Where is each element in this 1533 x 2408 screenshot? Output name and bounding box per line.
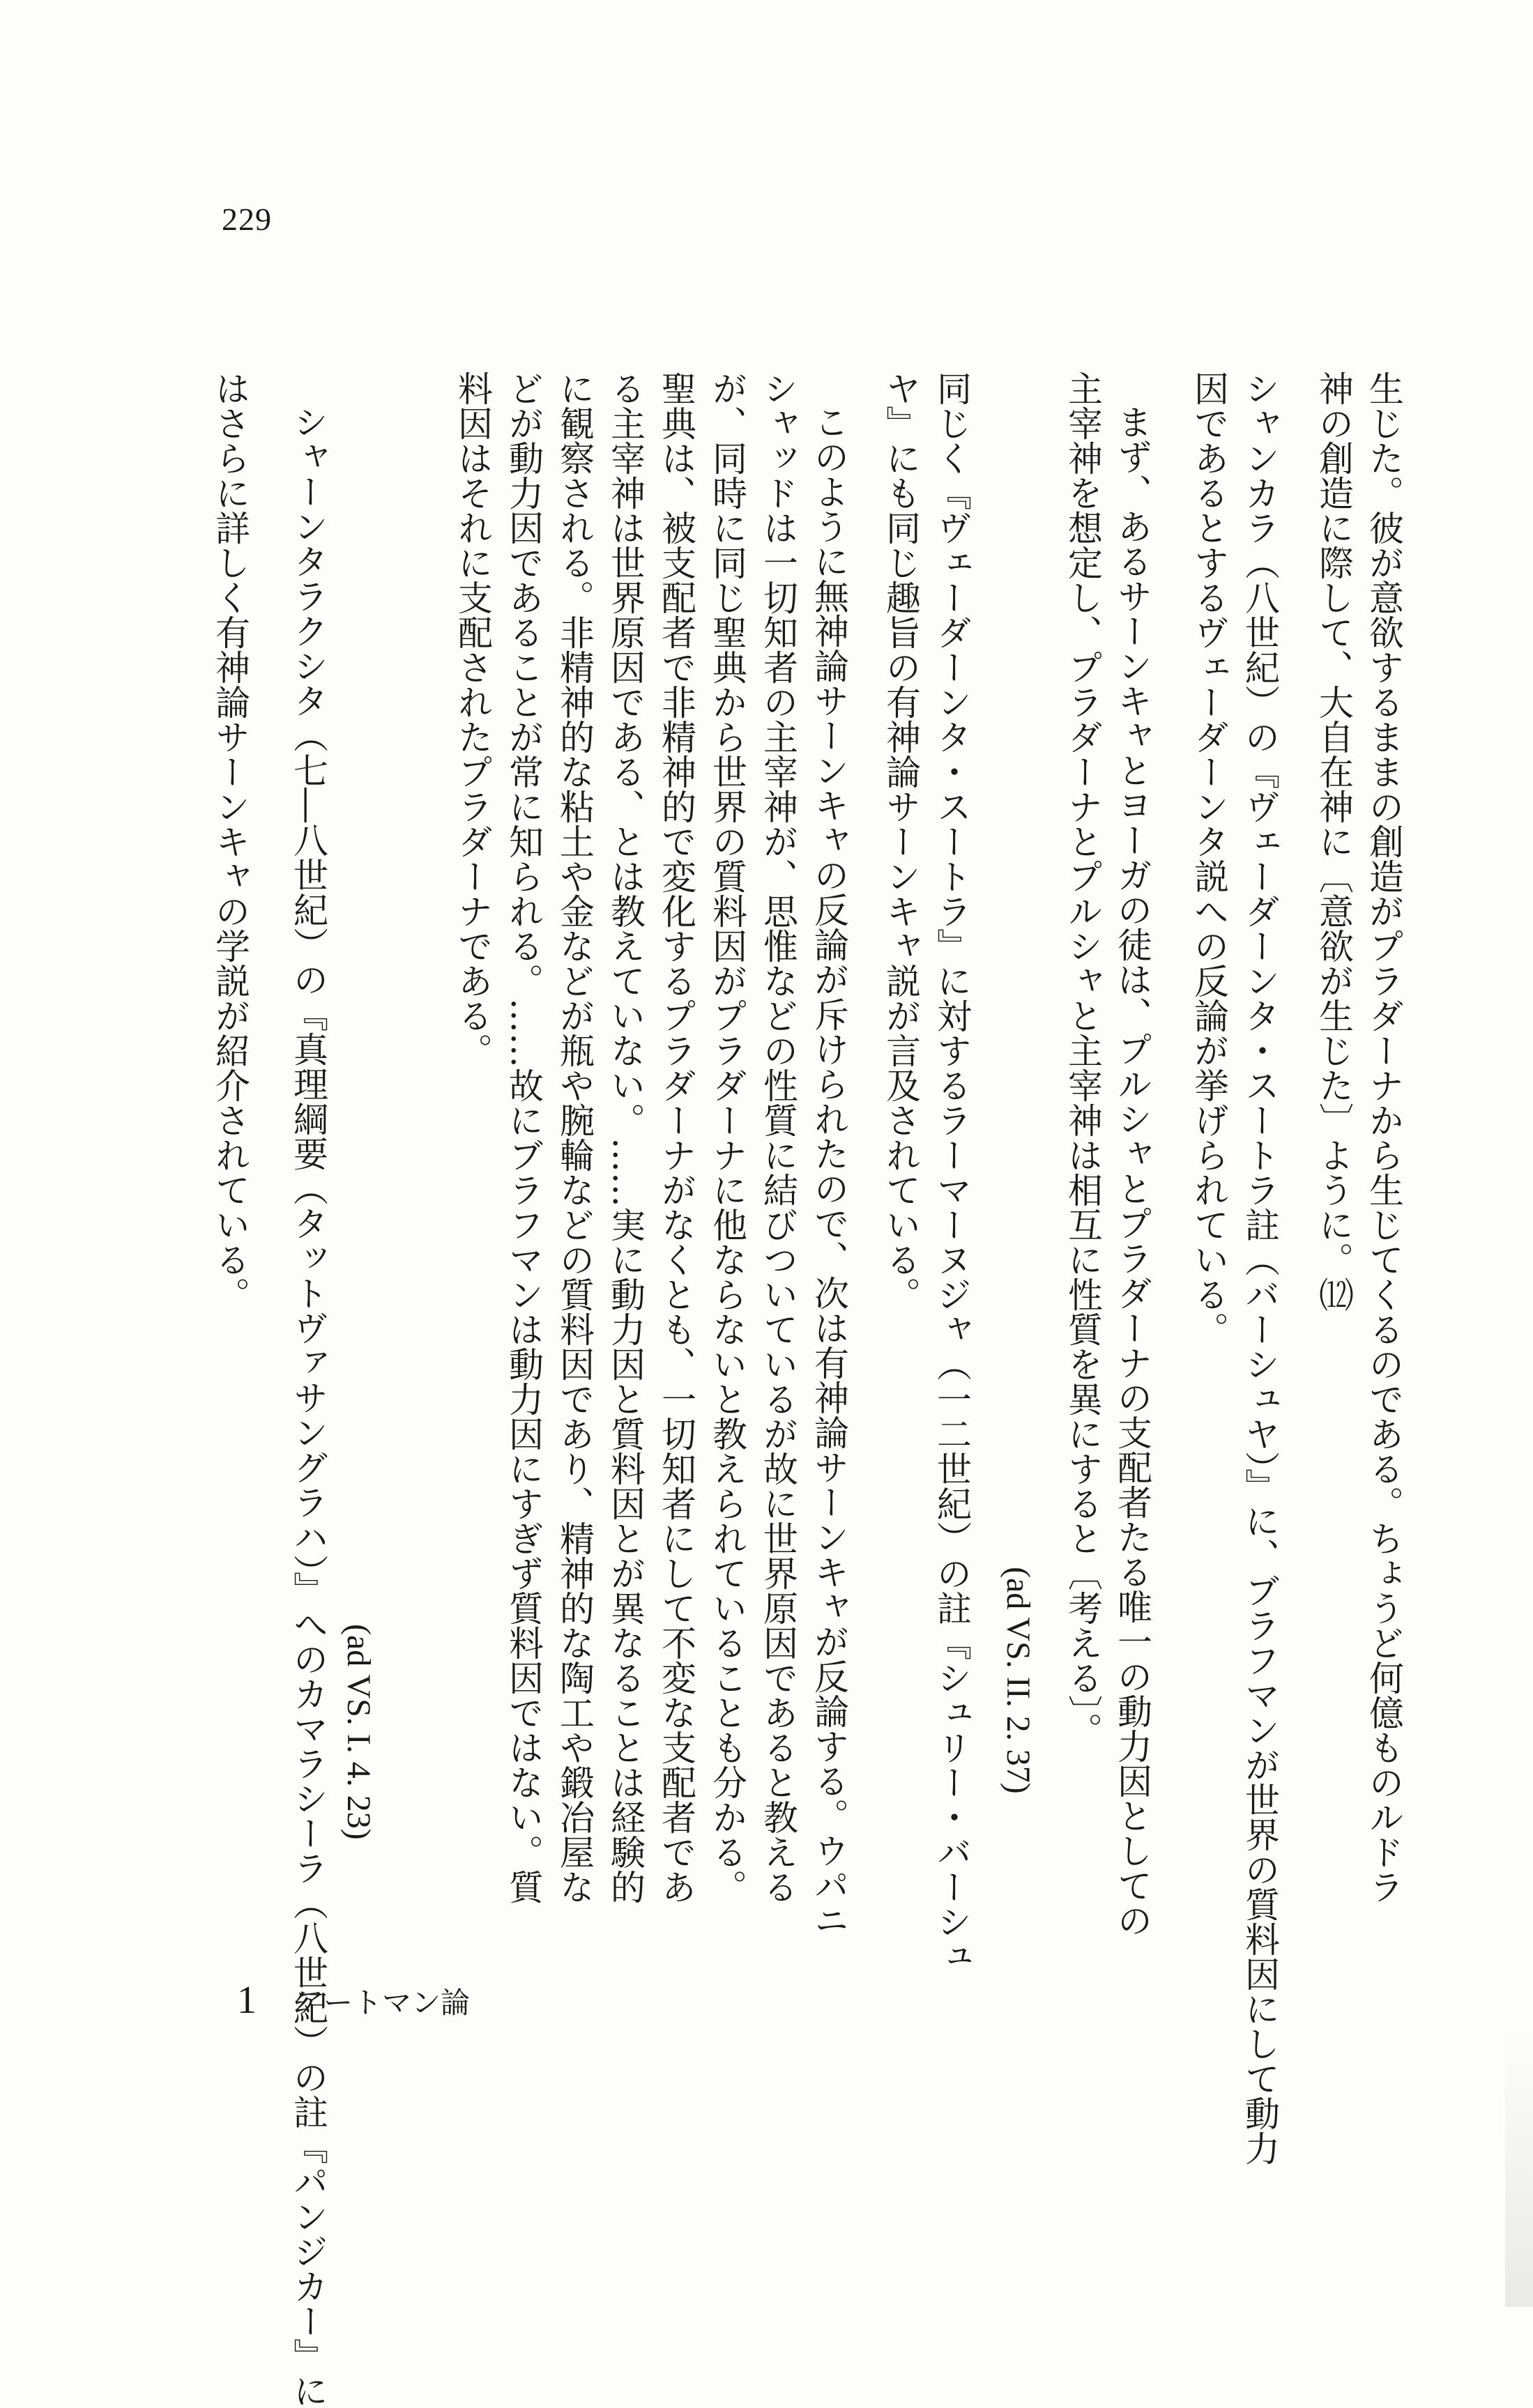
- text-line-12: 聖典は、被支配者で非精神的で変化するプラダーナがなくとも、一切知者にして不変な支配者であ: [656, 371, 696, 1904]
- text-line-13: る主宰神は世界原因である、とは教えていない。……実に動力因と質料因とが異なることは経験的: [605, 371, 646, 1904]
- text-line-2: 神の創造に際して、大自在神に〔意欲が生じた〕ように。⑿: [1313, 371, 1354, 1312]
- text-line-1: 生じた。彼が意欲するままの創造がプラダーナから生じてくるのである。ちょうど何億ものルドラ: [1364, 371, 1404, 1904]
- chapter-title: アートマン論: [295, 1986, 471, 2020]
- text-line-18: はさらに詳しく有神論サーンキャの学説が紹介されている。: [210, 371, 250, 1312]
- text-line-9: このように無神論サーンキャの反論が斥けられたので、次は有神論サーンキャが反論する。ウパニ: [809, 404, 849, 1938]
- text-line-17: シャーンタラクシタ（七―八世紀）の『真理綱要（タットヴァサングラハ）』へのカマラシーラ（八世紀）の註『パンジカー』に: [288, 404, 328, 2408]
- reference-1: (ad VS. II. 2. 37): [1000, 1567, 1037, 1794]
- scan-edge-shadow: [1505, 2028, 1533, 2307]
- running-footer: [237, 1978, 470, 2023]
- text-line-7: 同じく『ヴェーダーンタ・スートラ』に対するラーマーヌジャ（一二世紀）の註『シュリー・バーシュ: [931, 371, 972, 1974]
- text-line-6: 主宰神を想定し、プラダーナとプルシャと主宰神は相互に性質を異にすると〔考える〕。: [1062, 371, 1103, 1747]
- chapter-number: 1: [237, 1979, 257, 2022]
- text-line-3: シャンカラ（八世紀）の『ヴェーダーンタ・スートラ註（バーシュヤ）』に、ブラフマンが世界の質料因にして動力: [1240, 371, 1280, 2165]
- text-line-10: シャッドは一切知者の主宰神が、思惟などの性質に結びついているが故に世界原因であると教える: [758, 371, 798, 1904]
- text-line-14: に観察される。非精神的な粘土や金などが瓶や腕輪などの質料因であり、精神的な陶工や鍛冶屋な: [554, 371, 595, 1904]
- text-line-4: 因であるとするヴェーダーンタ説への反論が挙げられている。: [1189, 371, 1229, 1347]
- text-line-8: ヤ』にも同じ趣旨の有神論サーンキャ説が言及されている。: [880, 371, 921, 1312]
- text-line-11: が、同時に同じ聖典から世界の質料因がプラダーナに他ならないと教えられていることも分かる。: [707, 371, 747, 1904]
- text-line-16: 料因はそれに支配されたプラダーナである。: [452, 371, 493, 1068]
- reference-2: (ad VS. I. 4. 23): [340, 1624, 377, 1840]
- page-number: 229: [222, 201, 272, 237]
- text-line-15: どが動力因であることが常に知られる。……故にブラフマンは動力因にすぎず質料因ではない。質: [503, 371, 544, 1904]
- text-line-5: まず、あるサーンキャとヨーガの徒は、プルシャとプラダーナの支配者たる唯一の動力因としての: [1112, 404, 1152, 1938]
